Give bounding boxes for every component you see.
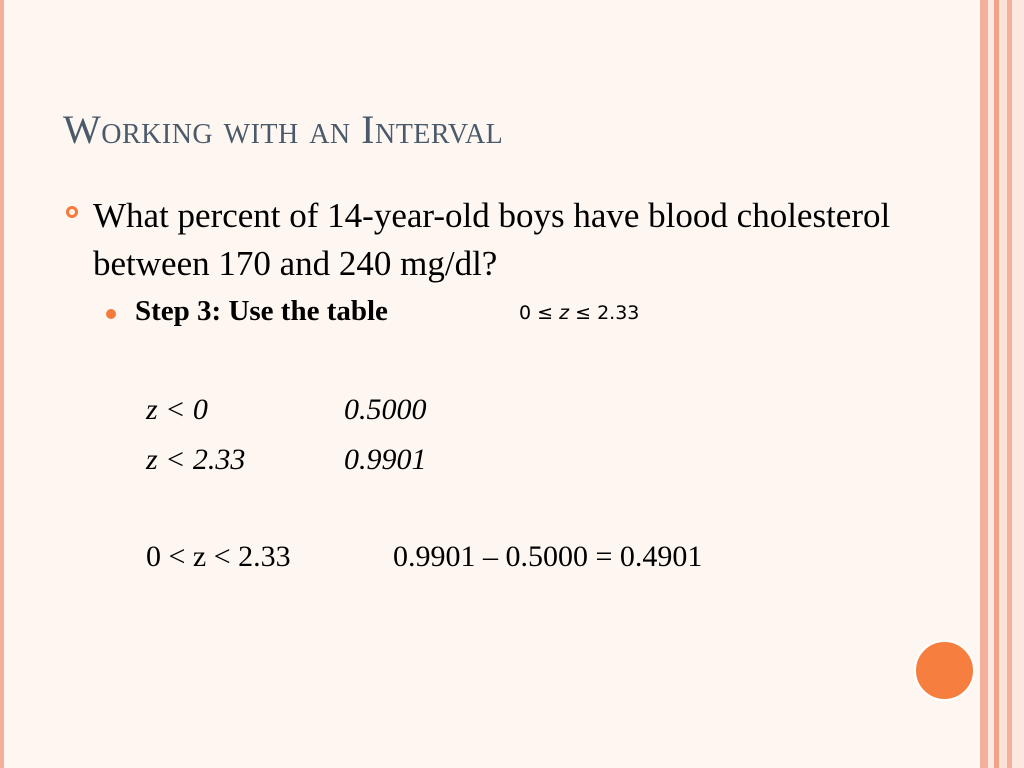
calculation-expression: 0.9901 – 0.5000 = 0.4901 [393,540,703,573]
ring-bullet-icon [66,206,78,218]
table-row-label: z < 0 [146,393,208,426]
table-row [146,443,427,477]
inequality-left: 0 ≤ [519,302,560,324]
main-bullet-text: What percent of 14-year-old boys have blood cholesterol between 170 and 240 mg/dl? [93,196,891,283]
table-row-value: 0.9901 [344,443,427,476]
inequality-formula [519,302,639,324]
inequality-variable: z [559,302,570,324]
dot-bullet-icon [106,309,116,319]
decorative-stripe [1012,0,1024,768]
decorative-stripe [999,0,1007,768]
decorative-stripe [980,0,988,768]
decorative-circle [914,640,975,701]
step-text: Step 3: Use the table [135,295,388,327]
calculation-label: 0 < z < 2.33 [146,540,291,573]
table-row-value: 0.5000 [344,393,427,426]
table-row [146,393,427,427]
inequality-right: ≤ 2.33 [569,302,640,324]
slide-title: Working with an Interval [63,107,504,152]
calculation-row [146,540,703,574]
table-row-label: z < 2.33 [146,443,246,476]
